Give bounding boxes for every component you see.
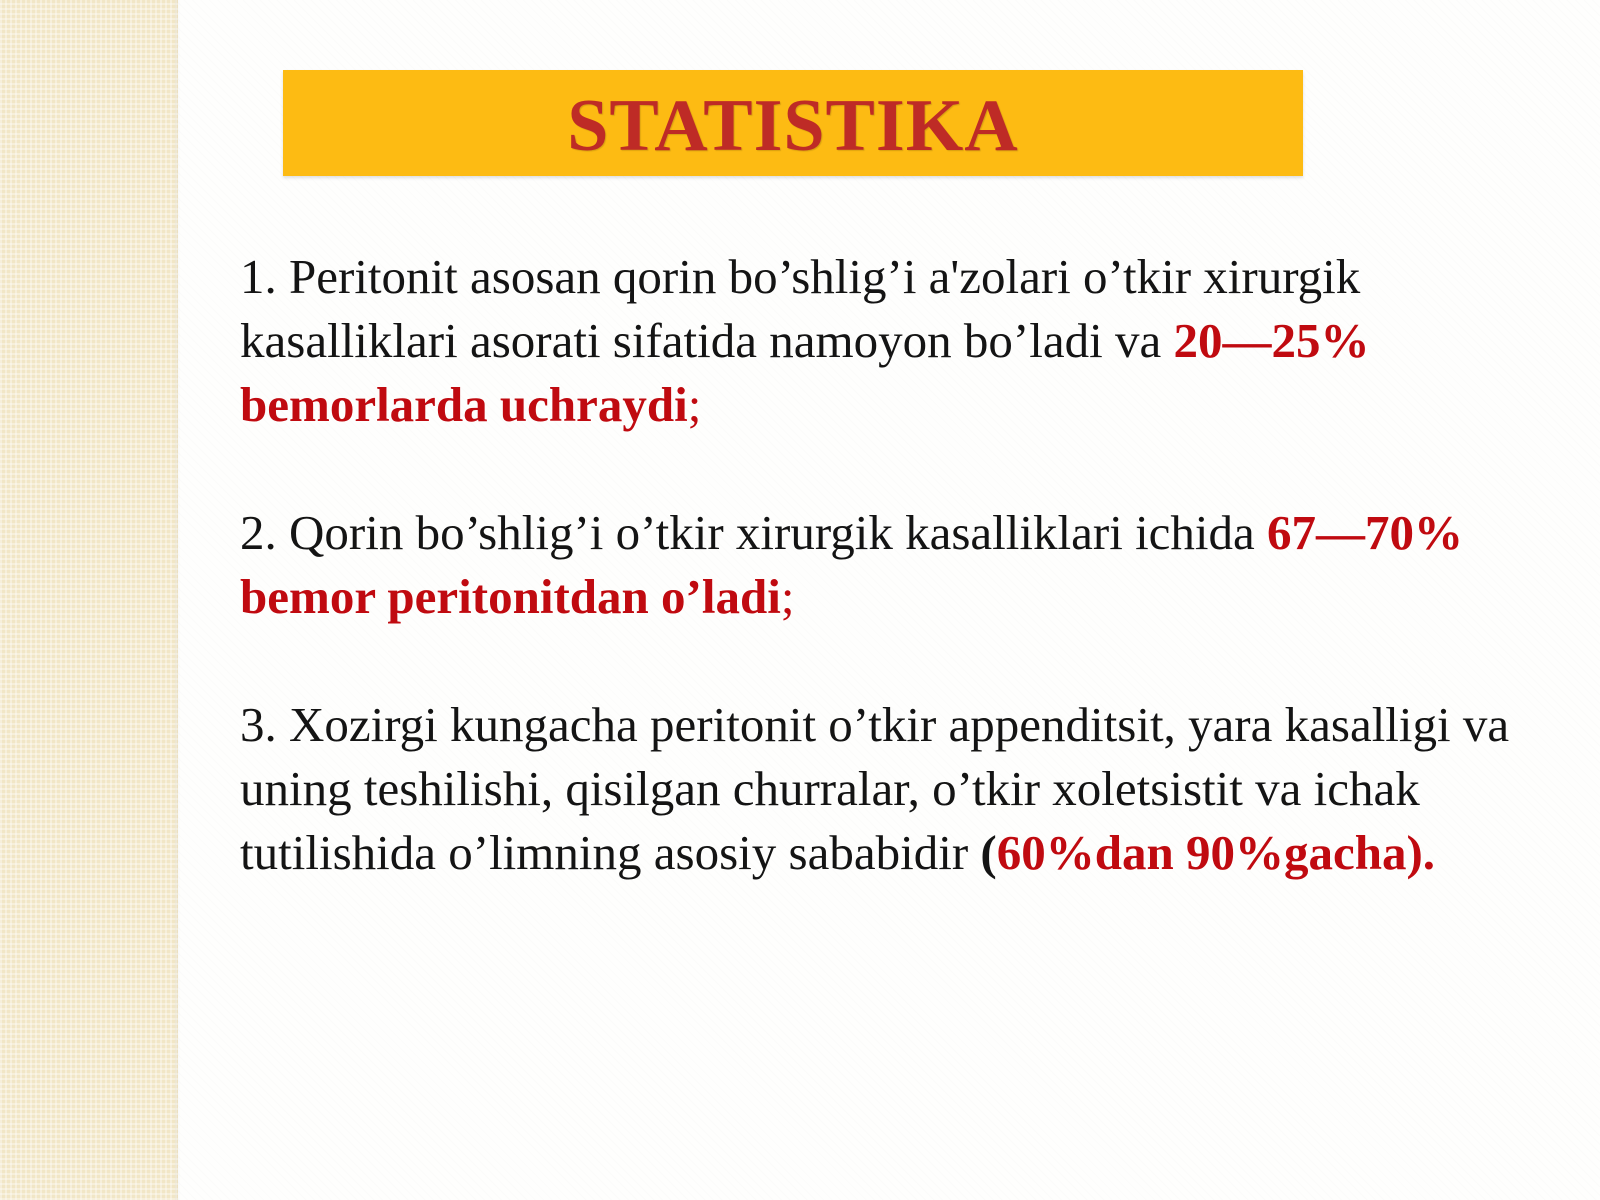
point-2-highlight: 67—70% bemor peritonitdan o’ladi xyxy=(240,505,1464,624)
slide-body xyxy=(240,245,1550,885)
statistic-point-1 xyxy=(240,245,1550,437)
point-2-text: 2. Qorin bo’shlig’i o’tkir xirurgik kasalliklari ichida xyxy=(240,505,1268,560)
side-strip-shadow xyxy=(175,0,181,1200)
point-3-highlight: 60%dan 90%gacha). xyxy=(996,825,1436,880)
slide-title: STATISTIKA xyxy=(567,84,1019,167)
decorative-side-strip xyxy=(0,0,178,1200)
point-1-punctuation: ; xyxy=(687,377,702,432)
statistic-point-2 xyxy=(240,501,1550,629)
point-3-open-paren: ( xyxy=(980,825,997,880)
title-banner xyxy=(283,70,1303,176)
point-1-highlight: 20—25% bemorlarda uchraydi xyxy=(240,313,1370,432)
point-3-text: 3. Xozirgi kungacha peritonit o’tkir appenditsit, yara kasalligi va uning teshilishi, qisilgan churralar, o’tkir xoletsistit va ichak tutilishida o’limning asosiy sababidir xyxy=(240,697,1510,880)
statistic-point-3 xyxy=(240,693,1550,885)
point-1-text: 1. Peritonit asosan qorin bo’shlig’i a'zolari o’tkir xirurgik kasalliklari asorati sifatida namoyon bo’ladi va xyxy=(240,249,1361,368)
point-2-punctuation: ; xyxy=(780,569,795,624)
